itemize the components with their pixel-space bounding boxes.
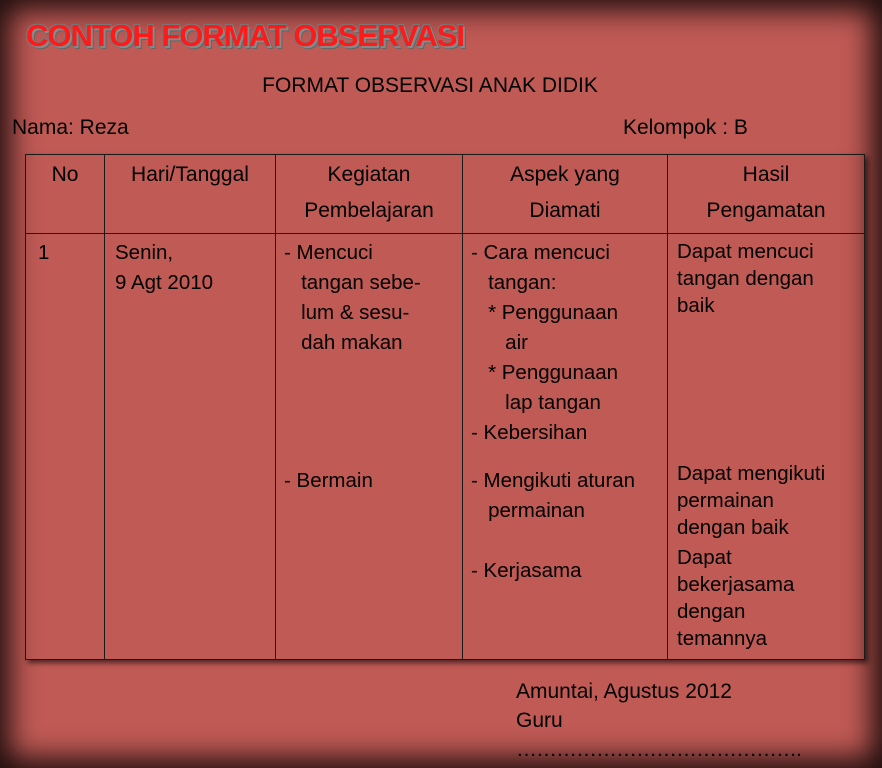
table-row xyxy=(26,234,865,660)
cell-date xyxy=(105,234,276,660)
cell-aspect xyxy=(463,234,668,660)
activity-handwashing: - Mencuci tangan sebe- lum & sesu- dah makan xyxy=(284,241,421,354)
result-handwashing: Dapat mencuci tangan dengan baik xyxy=(677,240,814,317)
header-date-label: Hari/Tanggal xyxy=(131,163,249,186)
header-no xyxy=(26,155,105,234)
student-name: Nama: Reza xyxy=(12,116,129,139)
observation-table xyxy=(25,154,865,660)
row-number: 1 xyxy=(38,241,50,264)
banner-title: CONTOH FORMAT OBSERVASI xyxy=(26,18,465,53)
row-date: Senin, 9 Agt 2010 xyxy=(115,241,214,294)
aspect-cooperation: - Kerjasama xyxy=(471,559,582,582)
result-rules: Dapat mengikuti permainan dengan baik xyxy=(677,462,826,539)
header-result xyxy=(668,155,865,234)
header-aspect-label: Aspek yang Diamati xyxy=(510,163,620,222)
document-subtitle: FORMAT OBSERVASI ANAK DIDIK xyxy=(262,74,598,97)
result-cooperation: Dapat bekerjasama dengan temannya xyxy=(677,546,795,650)
cell-no xyxy=(26,234,105,660)
header-result-label: Hasil Pengamatan xyxy=(706,163,826,222)
activity-playing: - Bermain xyxy=(284,469,373,492)
aspect-rules: - Mengikuti aturan permainan xyxy=(471,469,636,522)
signature-line: ……………………………………. xyxy=(516,738,801,761)
cell-activity xyxy=(276,234,463,660)
header-aspect xyxy=(463,155,668,234)
table-header-row xyxy=(26,155,865,234)
footer-role: Guru xyxy=(516,709,563,732)
aspect-handwashing: - Cara mencuci tangan: * Penggunaan air * Penggunaan lap tangan - Kebersihan xyxy=(471,241,619,444)
header-no-label: No xyxy=(51,163,79,186)
header-activity xyxy=(276,155,463,234)
header-date xyxy=(105,155,276,234)
footer-place-date: Amuntai, Agustus 2012 xyxy=(516,680,732,703)
header-activity-label: Kegiatan Pembelajaran xyxy=(304,163,434,222)
student-group: Kelompok : B xyxy=(623,116,748,139)
cell-result xyxy=(668,234,865,660)
